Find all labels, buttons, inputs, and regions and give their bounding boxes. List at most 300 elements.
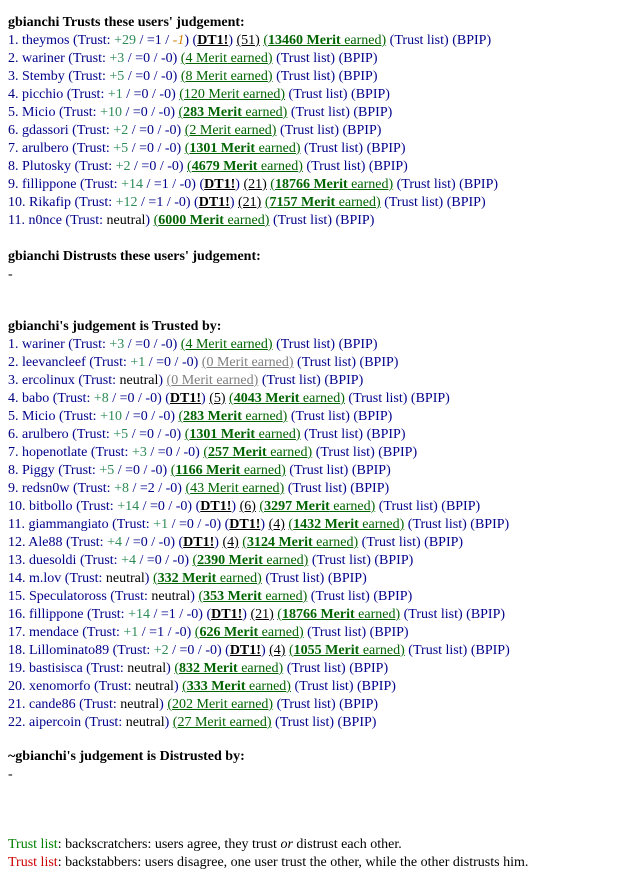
bpip-link[interactable]: BPIP <box>364 355 394 370</box>
trust-list-link[interactable]: Trust list <box>291 661 342 676</box>
bpip-link[interactable]: BPIP <box>343 337 373 352</box>
trust-list-link[interactable]: Trust list <box>366 535 416 550</box>
trust-close: ) <box>159 697 168 712</box>
dt1-badge[interactable]: DT1! <box>229 517 261 532</box>
list-item: 5. Micio (Trust: +10 / =0 / -0) (283 Merit earned) (Trust list) (BPIP) <box>8 105 393 120</box>
trust-prefix: (Trust: <box>75 697 121 712</box>
trusts-heading: gbianchi Trusts these users' judgement: <box>8 15 245 30</box>
user-link[interactable]: Piggy <box>22 463 55 478</box>
merit-value: 4679 Merit <box>191 159 258 174</box>
dt1-badge[interactable]: DT1! <box>183 535 215 550</box>
user-link[interactable]: arulbero <box>22 141 69 156</box>
trust-close: ) <box>145 213 154 228</box>
trust-list-link[interactable]: Trust list <box>408 607 458 622</box>
bpip-link[interactable]: BPIP <box>343 69 373 84</box>
row-number: 8. <box>8 159 19 174</box>
trust-middle: / =1 / -0) <box>137 195 195 210</box>
trust-list-link[interactable]: Trust list <box>315 589 366 604</box>
merit-suffix: earned <box>354 607 396 622</box>
trust-neutral: neutral <box>151 589 191 604</box>
user-link[interactable]: duesoldi <box>29 553 77 568</box>
trust-list-link[interactable]: Trust list <box>280 337 331 352</box>
bpip-link[interactable]: BPIP <box>355 87 386 102</box>
trust-list-link[interactable]: Trust list <box>281 697 331 712</box>
dt1-count[interactable]: (21) <box>250 607 274 622</box>
trust-prefix: (Trust: <box>78 625 124 640</box>
trust-list-link[interactable]: Trust list <box>311 159 361 174</box>
user-link[interactable]: leevancleef <box>22 355 86 370</box>
trust-positive: +1 <box>130 355 146 370</box>
trust-positive: +3 <box>109 51 125 66</box>
dt1-badge[interactable]: DT1! <box>197 33 229 48</box>
trust-list-link[interactable]: Trust list <box>277 213 328 228</box>
trust-list-link[interactable]: Trust list <box>412 517 463 532</box>
row-number: 22. <box>8 715 26 730</box>
bpip-link[interactable]: BPIP <box>382 445 413 460</box>
bpip-link[interactable]: BPIP <box>374 625 404 640</box>
trust-prefix: (Trust: <box>83 607 129 622</box>
list-item: 6. arulbero (Trust: +5 / =0 / -0) (1301 Merit earned) (Trust list) (BPIP) <box>8 427 406 442</box>
user-link[interactable]: mendace <box>29 625 79 640</box>
merit-link[interactable]: (202 Merit earned) <box>167 697 274 712</box>
trust-middle: / =0 / -0) <box>146 445 204 460</box>
user-link[interactable]: Micio <box>22 409 56 424</box>
bpip-link[interactable]: BPIP <box>340 213 370 228</box>
merit-link[interactable]: (27 Merit earned) <box>172 715 272 730</box>
trust-list-link[interactable]: Trust list <box>295 409 346 424</box>
merit-link[interactable]: (1301 Merit earned) <box>184 141 301 156</box>
list-item: 11. giammangiato (Trust: +1 / =0 / -0) (DT1!) (4) (1432 Merit earned) (Trust list) (BPIP) <box>8 517 510 532</box>
trust-positive: +1 <box>107 87 123 102</box>
trust-list-link[interactable]: Trust list <box>293 463 344 478</box>
merit-link[interactable]: (0 Merit earned) <box>166 373 259 388</box>
trust-positive: +5 <box>113 141 129 156</box>
list-item: 10. Rikafip (Trust: +12 / =1 / -0) (DT1!) (21) (7157 Merit earned) (Trust list) (BPIP) <box>8 195 486 210</box>
merit-link[interactable]: (626 Merit earned) <box>194 625 304 640</box>
row-number: 11. <box>8 517 25 532</box>
merit-suffix: earned <box>335 195 377 210</box>
merit-link[interactable]: (1432 Merit earned) <box>288 517 405 532</box>
trust-positive: +14 <box>117 499 140 514</box>
bpip-link[interactable]: BPIP <box>343 697 374 712</box>
trust-prefix: (Trust: <box>68 123 114 138</box>
trust-middle: / =0 / -0) <box>108 391 166 406</box>
merit-value: 120 Merit <box>183 87 240 102</box>
user-link[interactable]: m.lov <box>29 571 62 586</box>
user-link[interactable]: babo <box>22 391 50 406</box>
merit-suffix: earned <box>359 643 401 658</box>
merit-value: 7157 Merit <box>269 195 336 210</box>
trust-prefix: (Trust: <box>82 661 128 676</box>
bpip-link[interactable]: BPIP <box>377 589 408 604</box>
user-link[interactable]: hopenotlate <box>22 445 88 460</box>
bpip-link[interactable]: BPIP <box>343 51 373 66</box>
merit-link[interactable]: (1055 Merit earned) <box>288 643 405 658</box>
trust-prefix: (Trust: <box>71 195 116 210</box>
merit-value: 27 Merit <box>177 715 227 730</box>
trust-list-link[interactable]: Trust list <box>311 625 362 640</box>
legend-green-or: or <box>280 837 293 852</box>
merit-link[interactable]: (13460 Merit earned) <box>263 33 387 48</box>
user-link[interactable]: arulbero <box>22 427 69 442</box>
bpip-link[interactable]: BPIP <box>361 679 392 694</box>
merit-value: 18766 Merit <box>281 607 355 622</box>
trust-close: ) <box>144 571 153 586</box>
user-link[interactable]: Speculatoross <box>29 589 107 604</box>
trust-neutral: neutral <box>127 661 167 676</box>
merit-link[interactable]: (4679 Merit earned) <box>187 159 303 174</box>
user-link[interactable]: theymos <box>22 33 70 48</box>
trust-positive: +5 <box>109 69 125 84</box>
merit-value: 0 Merit <box>171 373 213 388</box>
merit-link[interactable]: (257 Merit earned) <box>203 445 313 460</box>
row-number: 20. <box>8 679 26 694</box>
trust-positive: +2 <box>153 643 169 658</box>
bpip-link[interactable]: BPIP <box>456 33 487 48</box>
trust-middle: / =0 / -0) <box>139 499 196 514</box>
trust-prefix: (Trust: <box>81 715 126 730</box>
dt1-count[interactable]: (21) <box>243 177 267 192</box>
row-number: 19. <box>8 661 26 676</box>
bpip-link[interactable]: BPIP <box>371 141 401 156</box>
merit-suffix: earned <box>227 69 268 84</box>
user-link[interactable]: bastisisca <box>29 661 83 676</box>
merit-link[interactable]: (7157 Merit earned) <box>264 195 381 210</box>
bpip-link[interactable]: BPIP <box>428 535 459 550</box>
merit-suffix: earned <box>347 177 389 192</box>
merit-value: 332 Merit <box>157 571 217 586</box>
trust-positive: +10 <box>100 409 122 424</box>
merit-value: 2 Merit <box>189 123 231 138</box>
list-item: 7. hopenotlate (Trust: +3 / =0 / -0) (257 Merit earned) (Trust list) (BPIP) <box>8 445 418 460</box>
dt1-count[interactable]: (51) <box>236 33 260 48</box>
bpip-link[interactable]: BPIP <box>354 481 385 496</box>
row-number: 6. <box>8 123 19 138</box>
trust-prefix: (Trust: <box>64 69 110 84</box>
trust-list-link[interactable]: Trust list <box>383 499 434 514</box>
trust-list-link[interactable]: Trust list <box>320 445 371 460</box>
bpip-link[interactable]: BPIP <box>358 409 388 424</box>
trust-prefix: (Trust: <box>71 159 116 174</box>
bpip-link[interactable]: BPIP <box>445 499 476 514</box>
trust-neutral: neutral <box>105 571 145 586</box>
row-number: 18. <box>8 643 26 658</box>
legend-green-text-b: distrust each other. <box>292 837 402 852</box>
dt1-count[interactable]: (4) <box>222 535 239 550</box>
bpip-link[interactable]: BPIP <box>347 123 377 138</box>
merit-suffix: earned <box>226 715 267 730</box>
trust-close: ) <box>166 661 175 676</box>
merit-suffix: earned <box>216 571 258 586</box>
merit-link[interactable]: (120 Merit earned) <box>179 87 286 102</box>
list-item: 19. bastisisca (Trust: neutral) (832 Merit earned) (Trust list) (BPIP) <box>8 661 389 676</box>
trust-middle: / =0 / -0) <box>124 51 181 66</box>
merit-suffix: earned <box>329 499 371 514</box>
trust-prefix: (Trust: <box>63 87 108 102</box>
dt1-badge[interactable]: DT1! <box>200 499 232 514</box>
trust-prefix: (Trust: <box>76 177 122 192</box>
row-number: 16. <box>8 607 26 622</box>
trust-list-link[interactable]: Trust list <box>401 177 451 192</box>
merit-value: 1432 Merit <box>293 517 359 532</box>
merit-suffix: earned <box>240 463 282 478</box>
user-link[interactable]: fillippone <box>29 607 84 622</box>
legend-green-label: Trust list <box>8 837 58 852</box>
bpip-link[interactable]: BPIP <box>470 607 501 622</box>
merit-link[interactable]: (18766 Merit earned) <box>277 607 401 622</box>
dt1-badge[interactable]: DT1! <box>169 391 202 406</box>
merit-suffix: earned <box>227 697 269 712</box>
trust-list-link[interactable]: Trust list <box>412 643 463 658</box>
list-item: 10. bitbollo (Trust: +14 / =0 / -0) (DT1!) (6) (3297 Merit earned) (Trust list) (BPIP) <box>8 499 481 514</box>
merit-link[interactable]: (4043 Merit earned) <box>229 391 345 406</box>
user-link[interactable]: redsn0w <box>22 481 70 496</box>
user-link[interactable]: gdassori <box>22 123 69 138</box>
distrusts-heading: gbianchi Distrusts these users' judgement: <box>8 249 261 264</box>
trust-list-link[interactable]: Trust list <box>394 33 445 48</box>
list-item: 14. m.lov (Trust: neutral) (332 Merit earned) (Trust list) (BPIP) <box>8 571 367 586</box>
trust-prefix: (Trust: <box>62 535 108 550</box>
user-link[interactable]: bitbollo <box>29 499 73 514</box>
trust-prefix: (Trust: <box>61 571 106 586</box>
trust-middle: / =0 / -0) <box>128 123 185 138</box>
merit-value: 1301 Merit <box>189 141 256 156</box>
bpip-link[interactable]: BPIP <box>379 553 409 568</box>
user-link[interactable]: giammangiato <box>28 517 109 532</box>
trust-middle: / =1 / -0) <box>142 177 200 192</box>
row-number: 11. <box>8 213 25 228</box>
merit-suffix: earned <box>262 553 304 568</box>
merit-link[interactable]: (283 Merit earned) <box>178 409 288 424</box>
trust-list-link[interactable]: Trust list <box>269 571 320 586</box>
trust-list-link[interactable]: Trust list <box>266 373 317 388</box>
merit-link[interactable]: (283 Merit earned) <box>178 105 288 120</box>
trust-prefix: (Trust: <box>68 141 114 156</box>
merit-link[interactable]: (18766 Merit earned) <box>270 177 394 192</box>
trust-close: ) <box>184 33 193 48</box>
trust-middle: / =0 / -0) <box>121 105 179 120</box>
user-link[interactable]: aipercoin <box>29 715 82 730</box>
merit-suffix: earned <box>223 213 265 228</box>
merit-link[interactable]: (1166 Merit earned) <box>170 463 286 478</box>
user-link[interactable]: cande86 <box>29 697 76 712</box>
merit-value: 3297 Merit <box>264 499 330 514</box>
user-link[interactable]: Rikafip <box>29 195 71 210</box>
trust-prefix: (Trust: <box>108 517 154 532</box>
merit-link[interactable]: (6000 Merit earned) <box>153 213 270 228</box>
merit-value: 333 Merit <box>186 679 246 694</box>
row-number: 13. <box>8 553 26 568</box>
bpip-link[interactable]: BPIP <box>415 391 446 406</box>
row-number: 5. <box>8 105 19 120</box>
bpip-link[interactable]: BPIP <box>358 105 388 120</box>
list-item: 22. aipercoin (Trust: neutral) (27 Merit earned) (Trust list) (BPIP) <box>8 715 377 730</box>
row-number: 9. <box>8 481 19 496</box>
trust-prefix: (Trust: <box>85 355 131 370</box>
trust-list-link[interactable]: Trust list <box>316 553 367 568</box>
bpip-link[interactable]: BPIP <box>356 463 387 478</box>
user-link[interactable]: Plutosky <box>22 159 72 174</box>
merit-link[interactable]: (333 Merit earned) <box>182 679 291 694</box>
list-item: 18. Lillominato89 (Trust: +2 / =0 / -0) (DT1!) (4) (1055 Merit earned) (Trust list) (BPIP) <box>8 643 510 658</box>
trust-list-link[interactable]: Trust list <box>280 51 331 66</box>
merit-suffix: earned <box>239 87 281 102</box>
trust-list-link[interactable]: Trust list <box>353 391 403 406</box>
row-number: 10. <box>8 195 26 210</box>
merit-value: 4 Merit <box>185 337 228 352</box>
trust-prefix: (Trust: <box>90 679 136 694</box>
trust-list-link[interactable]: Trust list <box>301 355 352 370</box>
bpip-link[interactable]: BPIP <box>475 643 506 658</box>
user-link[interactable]: fillippone <box>22 177 77 192</box>
merit-value: 3124 Merit <box>246 535 313 550</box>
dt1-badge[interactable]: DT1! <box>211 607 243 622</box>
user-link[interactable]: picchio <box>22 87 64 102</box>
distrusted-by-empty: - <box>8 767 13 782</box>
dt1-badge[interactable]: DT1! <box>204 177 236 192</box>
merit-value: 0 Merit <box>206 355 249 370</box>
trust-middle: / =1 / -0) <box>149 607 207 622</box>
merit-link[interactable]: (353 Merit earned) <box>198 589 308 604</box>
merit-suffix: earned <box>237 661 279 676</box>
bpip-link[interactable]: BPIP <box>332 571 363 586</box>
row-number: 6. <box>8 427 19 442</box>
trust-middle: / =1 / <box>135 33 173 48</box>
dt1-count[interactable]: (4) <box>268 517 285 532</box>
list-item: 13. duesoldi (Trust: +4 / =0 / -0) (2390 Merit earned) (Trust list) (BPIP) <box>8 553 414 568</box>
trust-list-link[interactable]: Trust list <box>308 141 359 156</box>
trusted-by-heading: gbianchi's judgement is Trusted by: <box>8 319 222 334</box>
merit-value: 1166 Merit <box>175 463 241 478</box>
list-item: 2. leevancleef (Trust: +1 / =0 / -0) (0 Merit earned) (Trust list) (BPIP) <box>8 355 399 370</box>
trust-list-link[interactable]: Trust list <box>295 105 346 120</box>
trust-prefix: (Trust: <box>109 643 154 658</box>
row-number: 4. <box>8 87 19 102</box>
trust-list-link[interactable]: Trust list <box>388 195 439 210</box>
list-item: 8. Plutosky (Trust: +2 / =0 / -0) (4679 Merit earned) (Trust list) (BPIP) <box>8 159 408 174</box>
merit-link[interactable]: (0 Merit earned) <box>201 355 294 370</box>
row-number: 15. <box>8 589 26 604</box>
trust-list-link[interactable]: Trust list <box>299 679 349 694</box>
list-item: 4. babo (Trust: +8 / =0 / -0) (DT1!) (5) (4043 Merit earned) (Trust list) (BPIP) <box>8 391 450 406</box>
trust-positive: +8 <box>114 481 129 496</box>
dt1-count[interactable]: (6) <box>239 499 256 514</box>
trust-list-link[interactable]: Trust list <box>279 715 330 730</box>
trust-list-link[interactable]: Trust list <box>280 69 331 84</box>
merit-link[interactable]: (3297 Merit earned) <box>259 499 376 514</box>
trust-positive: +14 <box>128 607 150 622</box>
legend-green-text-a: : backscratchers: users agree, they trust <box>57 837 281 852</box>
merit-suffix: earned <box>261 589 303 604</box>
list-item: 2. wariner (Trust: +3 / =0 / -0) (4 Merit earned) (Trust list) (BPIP) <box>8 51 378 66</box>
user-link[interactable]: ercolinux <box>22 373 75 388</box>
bpip-link[interactable]: BPIP <box>451 195 481 210</box>
trust-middle: / =0 / -0) <box>124 69 181 84</box>
user-link[interactable]: wariner <box>22 51 65 66</box>
merit-link[interactable]: (4 Merit earned) <box>180 337 273 352</box>
bpip-link[interactable]: BPIP <box>371 427 401 442</box>
dt1-badge[interactable]: DT1! <box>229 643 261 658</box>
bpip-link[interactable]: BPIP <box>329 373 359 388</box>
merit-suffix: earned <box>245 679 287 694</box>
row-number: 14. <box>8 571 26 586</box>
list-item: 6. gdassori (Trust: +2 / =0 / -0) (2 Merit earned) (Trust list) (BPIP) <box>8 123 382 138</box>
user-link[interactable]: Stemby <box>22 69 65 84</box>
user-link[interactable]: Ale88 <box>28 535 63 550</box>
bpip-link[interactable]: BPIP <box>342 715 372 730</box>
trust-positive: +1 <box>123 625 139 640</box>
trust-list-link[interactable]: Trust list <box>293 87 343 102</box>
merit-link[interactable]: (3124 Merit earned) <box>242 535 359 550</box>
row-number: 1. <box>8 33 19 48</box>
row-number: 4. <box>8 391 19 406</box>
trust-middle: / =2 / -0) <box>128 481 186 496</box>
trust-positive: +4 <box>121 553 136 568</box>
list-item: 20. xenomorfo (Trust: neutral) (333 Merit earned) (Trust list) (BPIP) <box>8 679 396 694</box>
trust-middle: / =0 / -0) <box>135 553 193 568</box>
merit-link[interactable]: (8 Merit earned) <box>180 69 273 84</box>
bpip-link[interactable]: BPIP <box>474 517 505 532</box>
bpip-link[interactable]: BPIP <box>463 177 494 192</box>
dt1-count[interactable]: (21) <box>238 195 262 210</box>
legend-red <box>8 854 629 872</box>
trust-middle: / =0 / -0) <box>168 517 225 532</box>
merit-suffix: earned <box>227 337 268 352</box>
list-item: 12. Ale88 (Trust: +4 / =0 / -0) (DT1!) (4) (3124 Merit earned) (Trust list) (BPIP) <box>8 535 464 550</box>
trust-prefix: (Trust: <box>69 481 115 496</box>
trust-list-link[interactable]: Trust list <box>292 481 343 496</box>
list-item: 9. fillippone (Trust: +14 / =1 / -0) (DT1!) (21) (18766 Merit earned) (Trust list) (BPIP) <box>8 177 499 192</box>
merit-link[interactable]: (832 Merit earned) <box>174 661 284 676</box>
bpip-link[interactable]: BPIP <box>353 661 384 676</box>
trust-neutral: neutral <box>119 373 159 388</box>
merit-value: 6000 Merit <box>158 213 224 228</box>
merit-link[interactable]: (2390 Merit earned) <box>192 553 309 568</box>
trust-middle: / =1 / -0) <box>138 625 195 640</box>
list-item: 7. arulbero (Trust: +5 / =0 / -0) (1301 Merit earned) (Trust list) (BPIP) <box>8 141 406 156</box>
merit-value: 8 Merit <box>185 69 228 84</box>
trust-list-link[interactable]: Trust list <box>308 427 359 442</box>
bpip-link[interactable]: BPIP <box>373 159 404 174</box>
dt1-badge[interactable]: DT1! <box>198 195 230 210</box>
dt1-count[interactable]: (5) <box>209 391 226 406</box>
trust-middle: / =0 / -0) <box>145 355 202 370</box>
trust-list-link[interactable]: Trust list <box>284 123 335 138</box>
trust-prefix: (Trust: <box>55 409 101 424</box>
merit-link[interactable]: (4 Merit earned) <box>180 51 273 66</box>
merit-link[interactable]: (332 Merit earned) <box>152 571 262 586</box>
trust-middle: / =0 / -0) <box>122 87 180 102</box>
merit-link[interactable]: (1301 Merit earned) <box>184 427 301 442</box>
legend-red-label: Trust list <box>8 855 58 870</box>
user-link[interactable]: xenomorfo <box>29 679 91 694</box>
merit-suffix: earned <box>255 141 296 156</box>
merit-link[interactable]: (43 Merit earned) <box>185 481 285 496</box>
row-number: 5. <box>8 409 19 424</box>
list-item: 11. n0nce (Trust: neutral) (6000 Merit earned) (Trust list) (BPIP) <box>8 213 375 228</box>
merit-suffix: earned <box>241 105 283 120</box>
row-number: 21. <box>8 697 26 712</box>
merit-suffix: earned <box>312 535 354 550</box>
user-link[interactable]: Lillominato89 <box>29 643 110 658</box>
merit-link[interactable]: (2 Merit earned) <box>184 123 277 138</box>
merit-suffix: earned <box>230 123 272 138</box>
dt1-count[interactable]: (4) <box>269 643 286 658</box>
user-link[interactable]: n0nce <box>28 213 62 228</box>
user-link[interactable]: wariner <box>22 337 65 352</box>
user-link[interactable]: Micio <box>22 105 56 120</box>
trust-middle: / =0 / -0) <box>130 159 188 174</box>
